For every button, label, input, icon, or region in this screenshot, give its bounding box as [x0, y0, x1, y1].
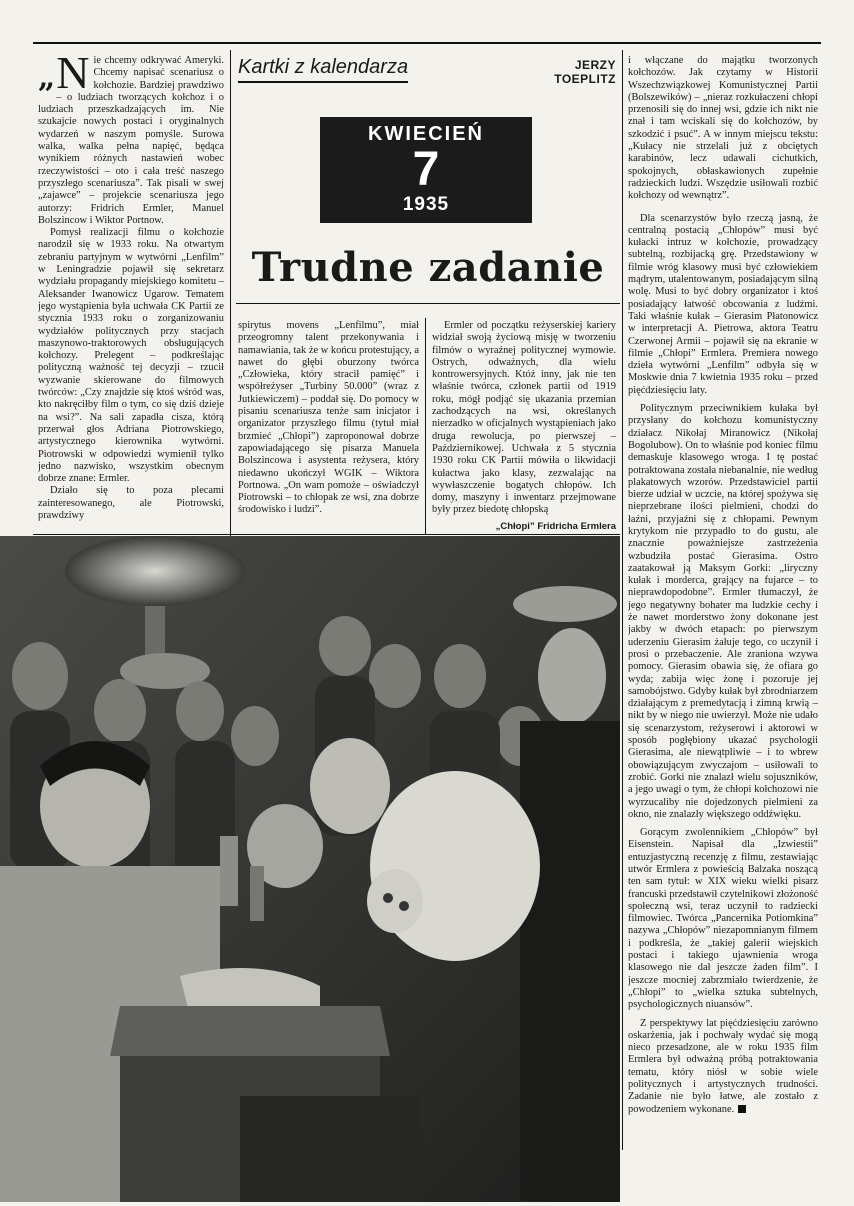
paragraph — [628, 1018, 818, 1116]
column-divider — [622, 50, 623, 1150]
paragraph: Gorącym zwolennikiem „Chłopów” był Eisenstein. Napisał dla „Izwiestii” entuzjastyczną recenzję z filmu, zestawiając utwór Ermlera z powieścią Balzaka noszącą ten sam tytuł: w XIX wieku wielki pisarz francuski przedstawił czytelnikowi złożoność społeczną wsi, teraz uczynił to radziecki filmowiec. Twórca „Pancernika Potiomkina” nazywa „Chłopów” niezapomnianym filmem i podkreśla, że „takiej galerii wiejskich postaci i takiego ujawnienia wroga klasowego nie dał jeszcze żaden film”. I jeszcze mocniej zabrzmiało twierdzenie, że „Chłopi” to „wielka sztuka subtelnych, psychologicznych niuansów”. — [628, 827, 818, 1011]
article-headline: Trudne zadanie — [251, 244, 605, 291]
paragraph: Działo się to poza plecami zainteresowanego, ale Piotrowski, prawdziwy — [38, 485, 224, 521]
column-divider — [425, 318, 426, 534]
paragraph: Ermler od początku reżyserskiej kariery widział swoją życiową misję w tworzeniu filmów o wyraźnej politycznej wymowie. Ostrych, odważnych, dla wielu kontrowersyjnych. Któż inny, jak nie ten właśnie twórca, członek partii od 1919 roku, mógł podjąć się ukazania przemian zachodzących na wsi, określanych nierzadko w oficjalnych wystąpieniach jako druga rewolucja, po pierwszej – Październikowej. Uchwała z 5 stycznia 1930 roku CK Partii mówiła o likwidacji kułactwa jako klasy, zezwalając na wywłaszczenie bogatych chłopów. Ich domy, maszyny i inwentarz przejmowane były przez biedotę chłopską — [432, 320, 616, 516]
date-box — [320, 117, 532, 223]
lead-paragraph — [38, 55, 224, 227]
paragraph: Dla scenarzystów było rzeczą jasną, że centralną postacią „Chłopów” musi być kułacki intruz w kołchozie, prowadzący subtelną, rozbijacką grę. Przedstawiony w filmie wróg klasowy musi być człowiekiem mądrym, utalentowanym, posiadającym silną wolę. Musi to być dobry organizator i ktoś posiadający łatwość obcowania z ludźmi. Taki właśnie kułak – Gierasim Płatonowicz w interpretacji A. Pietrowa, aktora Teatru Czerwonej Armii – pojawił się na ekranie w filmie „Chłopi” Ermlera. Premiera nowego dzieła wytwórni „Lenfilm” odbyła się w Moskwie dnia 7 kwietnia 1935 roku – przed pięćdziesięciu laty. — [628, 212, 818, 396]
paragraph: i włączane do majątku tworzonych kołchozów. Jak czytamy w Historii Wszechzwiązkowej Komunistycznej Partii (Bolszewików) – „nieraz rozkułaczeni chłopi przenosili się do innej wsi, gdzie ich nikt nie znał i tam wciskali się do kołchozów, by szkodzić i psuć”. A w innym miejscu tekstu: „Kułacy nie strzelali już z obciętych karabinów, lecz udawali cichutkich, spokojnych, obłaskawionych zupełnie radzieckich ludzi. Wszędzie usiłowali rozbić kołchozy od wewnątrz”. — [628, 55, 818, 202]
paragraph: Pomysł realizacji filmu o kołchozie narodził się w 1933 roku. Na otwartym zebraniu partyjnym w wytwórni „Lenfilm” w Leningradzie pojawił się sekretarz wydziału propagandy miejskiego komitetu – Aleksander Iwanowicz Ugarow. Tematem jego wystąpienia była uchwała CK Partii ze stycznia 1933 roku o zorganizowaniu wydziałów politycznych przy stacjach maszynowo-traktorowych obsługujących kołchozy. Prelegent – podkreślając polityczną ważność tej decyzji – rzucił wyzwanie skierowane do filmowych twórców: „Czy znajdzie się ktoś wśród was, kto nakręciłby film o tym, co się dziś dzieje na wsi?”. Na sali zapadła cisza, którą przerwał głos Adriana Piotrowskiego, artystycznego kierownika wytwórni. Piotrowski w odpowiedzi wymienił tylko jedno nazwisko, wszystkim obecnym dobrze znane: Ermler. — [38, 227, 224, 485]
paragraph-text: Z perspektywy lat pięćdziesięciu zarówno oskarżenia, jak i pochwały wydać się mogą nieco przesadzone, ale w roku 1935 film Ermlera był odważną próbą potraktowania tematu, który niósł w sobie wiele politycznych i artystycznych trudności. Zadanie nie było łatwe, ale zostało z powodzeniem wykonane. — [628, 1017, 818, 1115]
section-title: Kartki z kalendarza — [238, 56, 408, 83]
end-mark-icon — [738, 1105, 746, 1113]
film-still-photo — [0, 536, 620, 1202]
article-column-2 — [238, 320, 419, 520]
author-name: JERZY TOEPLITZ — [554, 58, 616, 86]
headline-rule — [236, 303, 620, 304]
article-column-1 — [38, 55, 224, 535]
article-column-3 — [432, 320, 616, 520]
opening-quote-mark: „ — [38, 60, 56, 95]
lead-text: ie chcemy odkrywać Ameryki. Chcemy napisać scenariusz o kołchozie. Bardziej prawdziwo – o ludziach tworzących kołchoz i o ludziach przeszkadzających im. Nie szukajcie nowych postaci i oryginalnych wydarzeń w naszym pomyśle. Surowa walka, walka pełna napięć, będąca wynikiem różnych nastawień wobec rzeczywistości – oto i cała treść naszego przyszłego scenariusza”. Tak pisali w swej „zajawce” – projekcie scenariusza jego autorzy: Fridrich Ermler, Manuel Bolszincow i Wiktor Portnow. — [38, 55, 224, 226]
date-year: 1935 — [402, 194, 450, 215]
top-rule — [33, 42, 821, 44]
photo-caption: „Chłopi” Fridricha Ermlera — [495, 521, 616, 532]
drop-cap: N — [56, 55, 90, 98]
date-month: KWIECIEŃ — [368, 123, 484, 145]
article-column-4 — [628, 55, 818, 1147]
paragraph: Politycznym przeciwnikiem kułaka był przysłany do kołchozu komunistyczny działacz Nikołaj Miranowicz (Nikołaj Bogolubow). On to właśnie pod koniec filmu demaskuje klasowego wroga. I tę postać potraktowana została niebanalnie, nie według plakatowych wzorów. Przedstawiciel partii bierze udział w uczcie, na której spożywa się nieprzebrane ilości pielmieni, chodzi do łaźni, przyjaźni się z chłopami. Pewnym krytykom nie przypadło to do gustu, ale znacznie poważniejsze zastrzeżenia wzbudziła postać Gierasima. Ostro zaatakował ją Maksym Gorki: „liryczny kułak i morderca, grający na fujarce – to nieprawdopodobne”. Ermler tłumaczył, że jego negatywny bohater ma ludzkie cechy i że nawet morderstwo żony dokonane jest jakby w dwóch etapach: po pierwszym uderzeniu Gierasim żałuje tego, co uczynił i prosi o przebaczenie. Ale zraniona wzywa pomocy. Gierasim obawia się, że ofiara go wyda; zabija więc żonę i pozoruje jej samobójstwo. Gdyby kułak był zbrodniarzem działającym z premedytacją i zimną krwią – nikt by w niego nie uwierzył. Może nie udało się scenarzystom, reżyserowi i aktorowi w sposób pogłębiony ukazać psychologii Gierasima, ale niewątpliwie – i to wbrew obowiązującym zwyczajom – usiłowali to zrobić. Gorki nie znalazł wielu sojuszników, a jego uwagi o tym, że chłopi kołchozowi nie wyrzucaliby nie dojedzonych pielmieni za okno, nie znalazły większego oddźwięku. — [628, 403, 818, 820]
date-day: 7 — [412, 143, 440, 196]
column-divider — [230, 50, 231, 536]
paragraph: spirytus movens „Lenfilmu”, miał przeogromny talent przekonywania i namawiania, tak że w końcu protestujący, a nawet do głębi oburzony twórca „Człowieka, który stracił pamięć” i współreżyser „Turbiny 50.000” (wraz z Jutkiewiczem) – poddał się. Do pomocy w pisaniu scenariusza tenże sam inicjator i organizator przyszłego filmu (tytuł miał brzmieć „Chłopi”) zaproponował dobrze zapowiadającego się pisarza Manuela Bolszincowa i asystenta reżysera, który niedawno ukończył WGIK – Wiktora Portnowa. „On wam pomoże – oświadczył Piotrowski – to chłopak ze wsi, zna dobrze środowisko i ludzi”. — [238, 320, 419, 516]
